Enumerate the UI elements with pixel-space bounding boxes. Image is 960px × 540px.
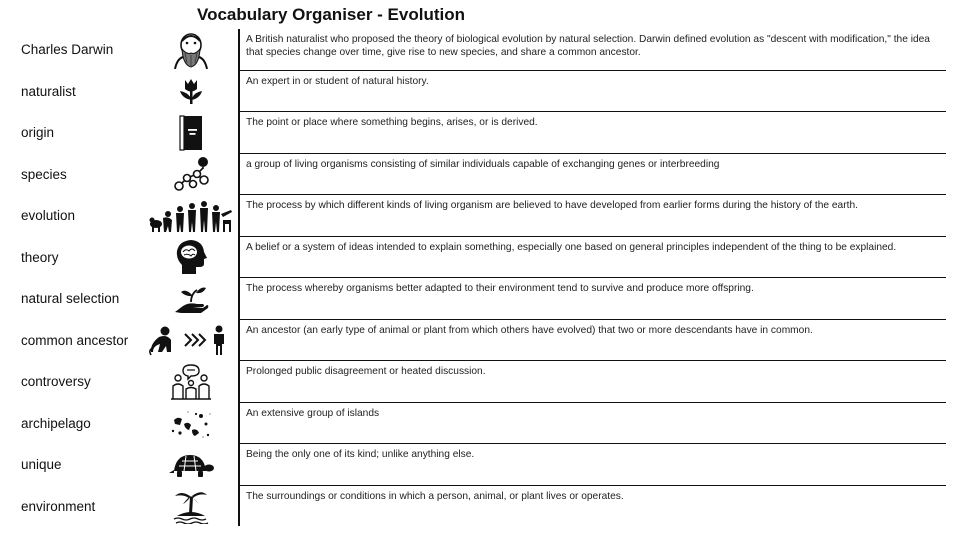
vocabulary-table <box>14 29 946 527</box>
book-icon <box>146 112 236 154</box>
table-row <box>14 195 946 237</box>
head-brain-icon <box>146 237 236 279</box>
term-label: natural selection <box>21 291 120 307</box>
definition-text: a group of living organisms consisting of similar individuals capable of exchanging genes or interbreeding <box>246 158 720 170</box>
table-row <box>14 486 946 528</box>
definition-text: Being the only one of its kind; unlike anything else. <box>246 449 475 460</box>
term-label: archipelago <box>21 415 91 431</box>
definition-text: An expert in or student of natural history. <box>246 75 429 87</box>
term-label: species <box>21 166 67 182</box>
table-row <box>14 237 946 279</box>
term-label: origin <box>21 125 55 141</box>
table-row <box>14 154 946 196</box>
flower-icon <box>146 71 236 113</box>
definition-text: The surroundings or conditions in which a person, animal, or plant lives or operates. <box>246 490 624 502</box>
term-label: common ancestor <box>21 332 129 348</box>
term-label: Charles Darwin <box>21 42 114 58</box>
darwin-portrait-icon <box>146 29 236 71</box>
evolution-march-icon <box>146 195 236 237</box>
page-title: Vocabulary Organiser - Evolution <box>197 5 465 24</box>
term-label: controversy <box>21 374 91 390</box>
debate-people-icon <box>146 361 236 403</box>
term-label: unique <box>21 457 62 473</box>
term-label: evolution <box>21 208 76 224</box>
table-row <box>14 403 946 445</box>
term-label: environment <box>21 498 96 514</box>
table-row <box>14 112 946 154</box>
term-label: naturalist <box>21 83 76 99</box>
definition-text: A British naturalist who proposed the theory of biological evolution by natural selection. Darwin defined evolution as "descent with modification," the idea that species change over time, give rise to new species, and share a common ancestor. <box>246 34 930 58</box>
table-row <box>14 71 946 113</box>
table-row <box>14 278 946 320</box>
table-row <box>14 444 946 486</box>
definition-text: An extensive group of islands <box>246 407 380 419</box>
table-row <box>14 320 946 362</box>
palm-island-icon <box>146 486 236 528</box>
definition-text: Prolonged public disagreement or heated discussion. <box>246 366 486 377</box>
islands-map-icon <box>146 403 236 445</box>
monkey-to-human-icon <box>146 320 236 362</box>
term-label: theory <box>21 249 59 265</box>
definition-text: The process whereby organisms better adapted to their environment tend to survive and produce more offspring. <box>246 283 754 294</box>
definition-text: An ancestor (an early type of animal or plant from which others have evolved) that two or more descendants have in common. <box>246 324 813 336</box>
molecule-icon <box>146 154 236 196</box>
table-row <box>14 361 946 403</box>
table-row <box>14 29 946 71</box>
tortoise-icon <box>146 444 236 486</box>
hand-plant-icon <box>146 278 236 320</box>
definition-text: A belief or a system of ideas intended to explain something, especially one based on general principles independent of the thing to be explained. <box>246 241 897 253</box>
definition-text: The point or place where something begins, arises, or is derived. <box>246 117 538 128</box>
definition-text: The process by which different kinds of living organism are believed to have developed from earlier forms during the history of the earth. <box>246 200 858 211</box>
